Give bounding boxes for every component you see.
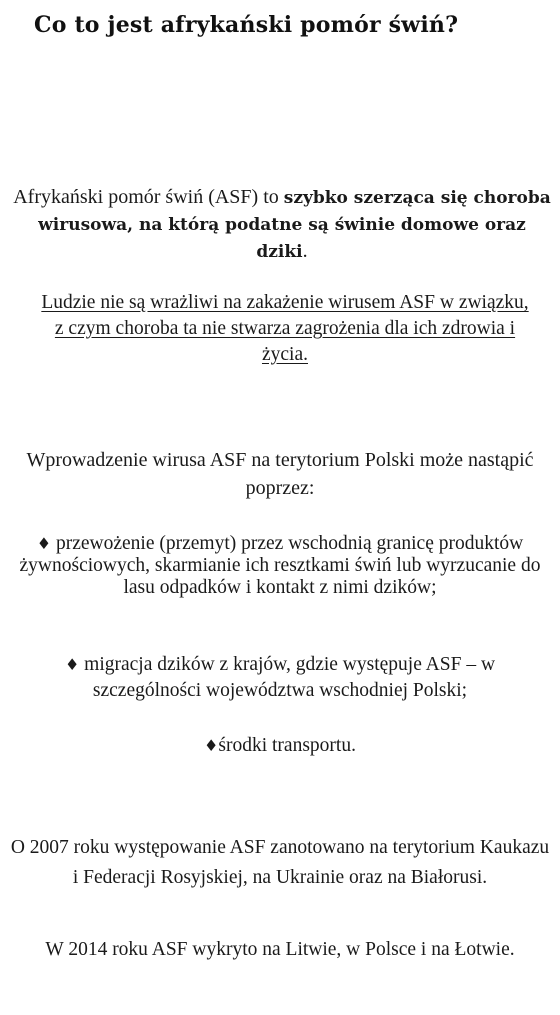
human-safety-note: Ludzie nie są wrażliwi na zakażenie wirusem ASF w związku, z czym choroba ta nie stwarza zagrożenia dla ich zdrowia i życia.	[41, 292, 529, 365]
route-item-text: migracja dzików z krajów, gdzie występuje ASF – w szczególności województwa wschodniej Polski;	[79, 654, 496, 701]
intro-text-end: .	[302, 240, 308, 262]
page-title: Co to jest afrykański pomór świń?	[34, 12, 459, 38]
route-item-smuggling	[10, 533, 550, 599]
route-item-boar-migration	[10, 652, 550, 704]
intro-paragraph	[12, 184, 552, 265]
intro-text-bold: szybko szerząca się choroba wirusowa, na którą podatne są świnie domowe oraz dziki	[38, 188, 551, 262]
route-item-transport	[0, 733, 560, 759]
route-item-text: środki transportu.	[218, 735, 356, 756]
diamond-bullet-icon: ♦	[36, 534, 52, 553]
route-item-text: przewożenie (przemyt) przez wschodnią granicę produktów żywnościowych, skarmianie ich resztkami świń lub wyrzucanie do lasu odpadków i kontakt z nimi dzików;	[19, 533, 541, 598]
history-paragraph-2014: W 2014 roku ASF wykryto na Litwie, w Polsce i na Łotwie.	[45, 939, 515, 960]
diamond-bullet-icon: ♦	[204, 736, 219, 755]
transmission-routes-intro: Wprowadzenie wirusa ASF na terytorium Polski może nastąpić poprzez:	[26, 449, 534, 499]
diamond-bullet-icon: ♦	[64, 655, 80, 674]
history-paragraph-2007: O 2007 roku występowanie ASF zanotowano na terytorium Kaukazu i Federacji Rosyjskiej, na Ukrainie oraz na Białorusi.	[10, 837, 550, 888]
bleed-through-mark	[40, 120, 540, 182]
intro-text-start: Afrykański pomór świń (ASF) to	[13, 186, 284, 208]
bleed-through-watermark	[40, 120, 540, 182]
